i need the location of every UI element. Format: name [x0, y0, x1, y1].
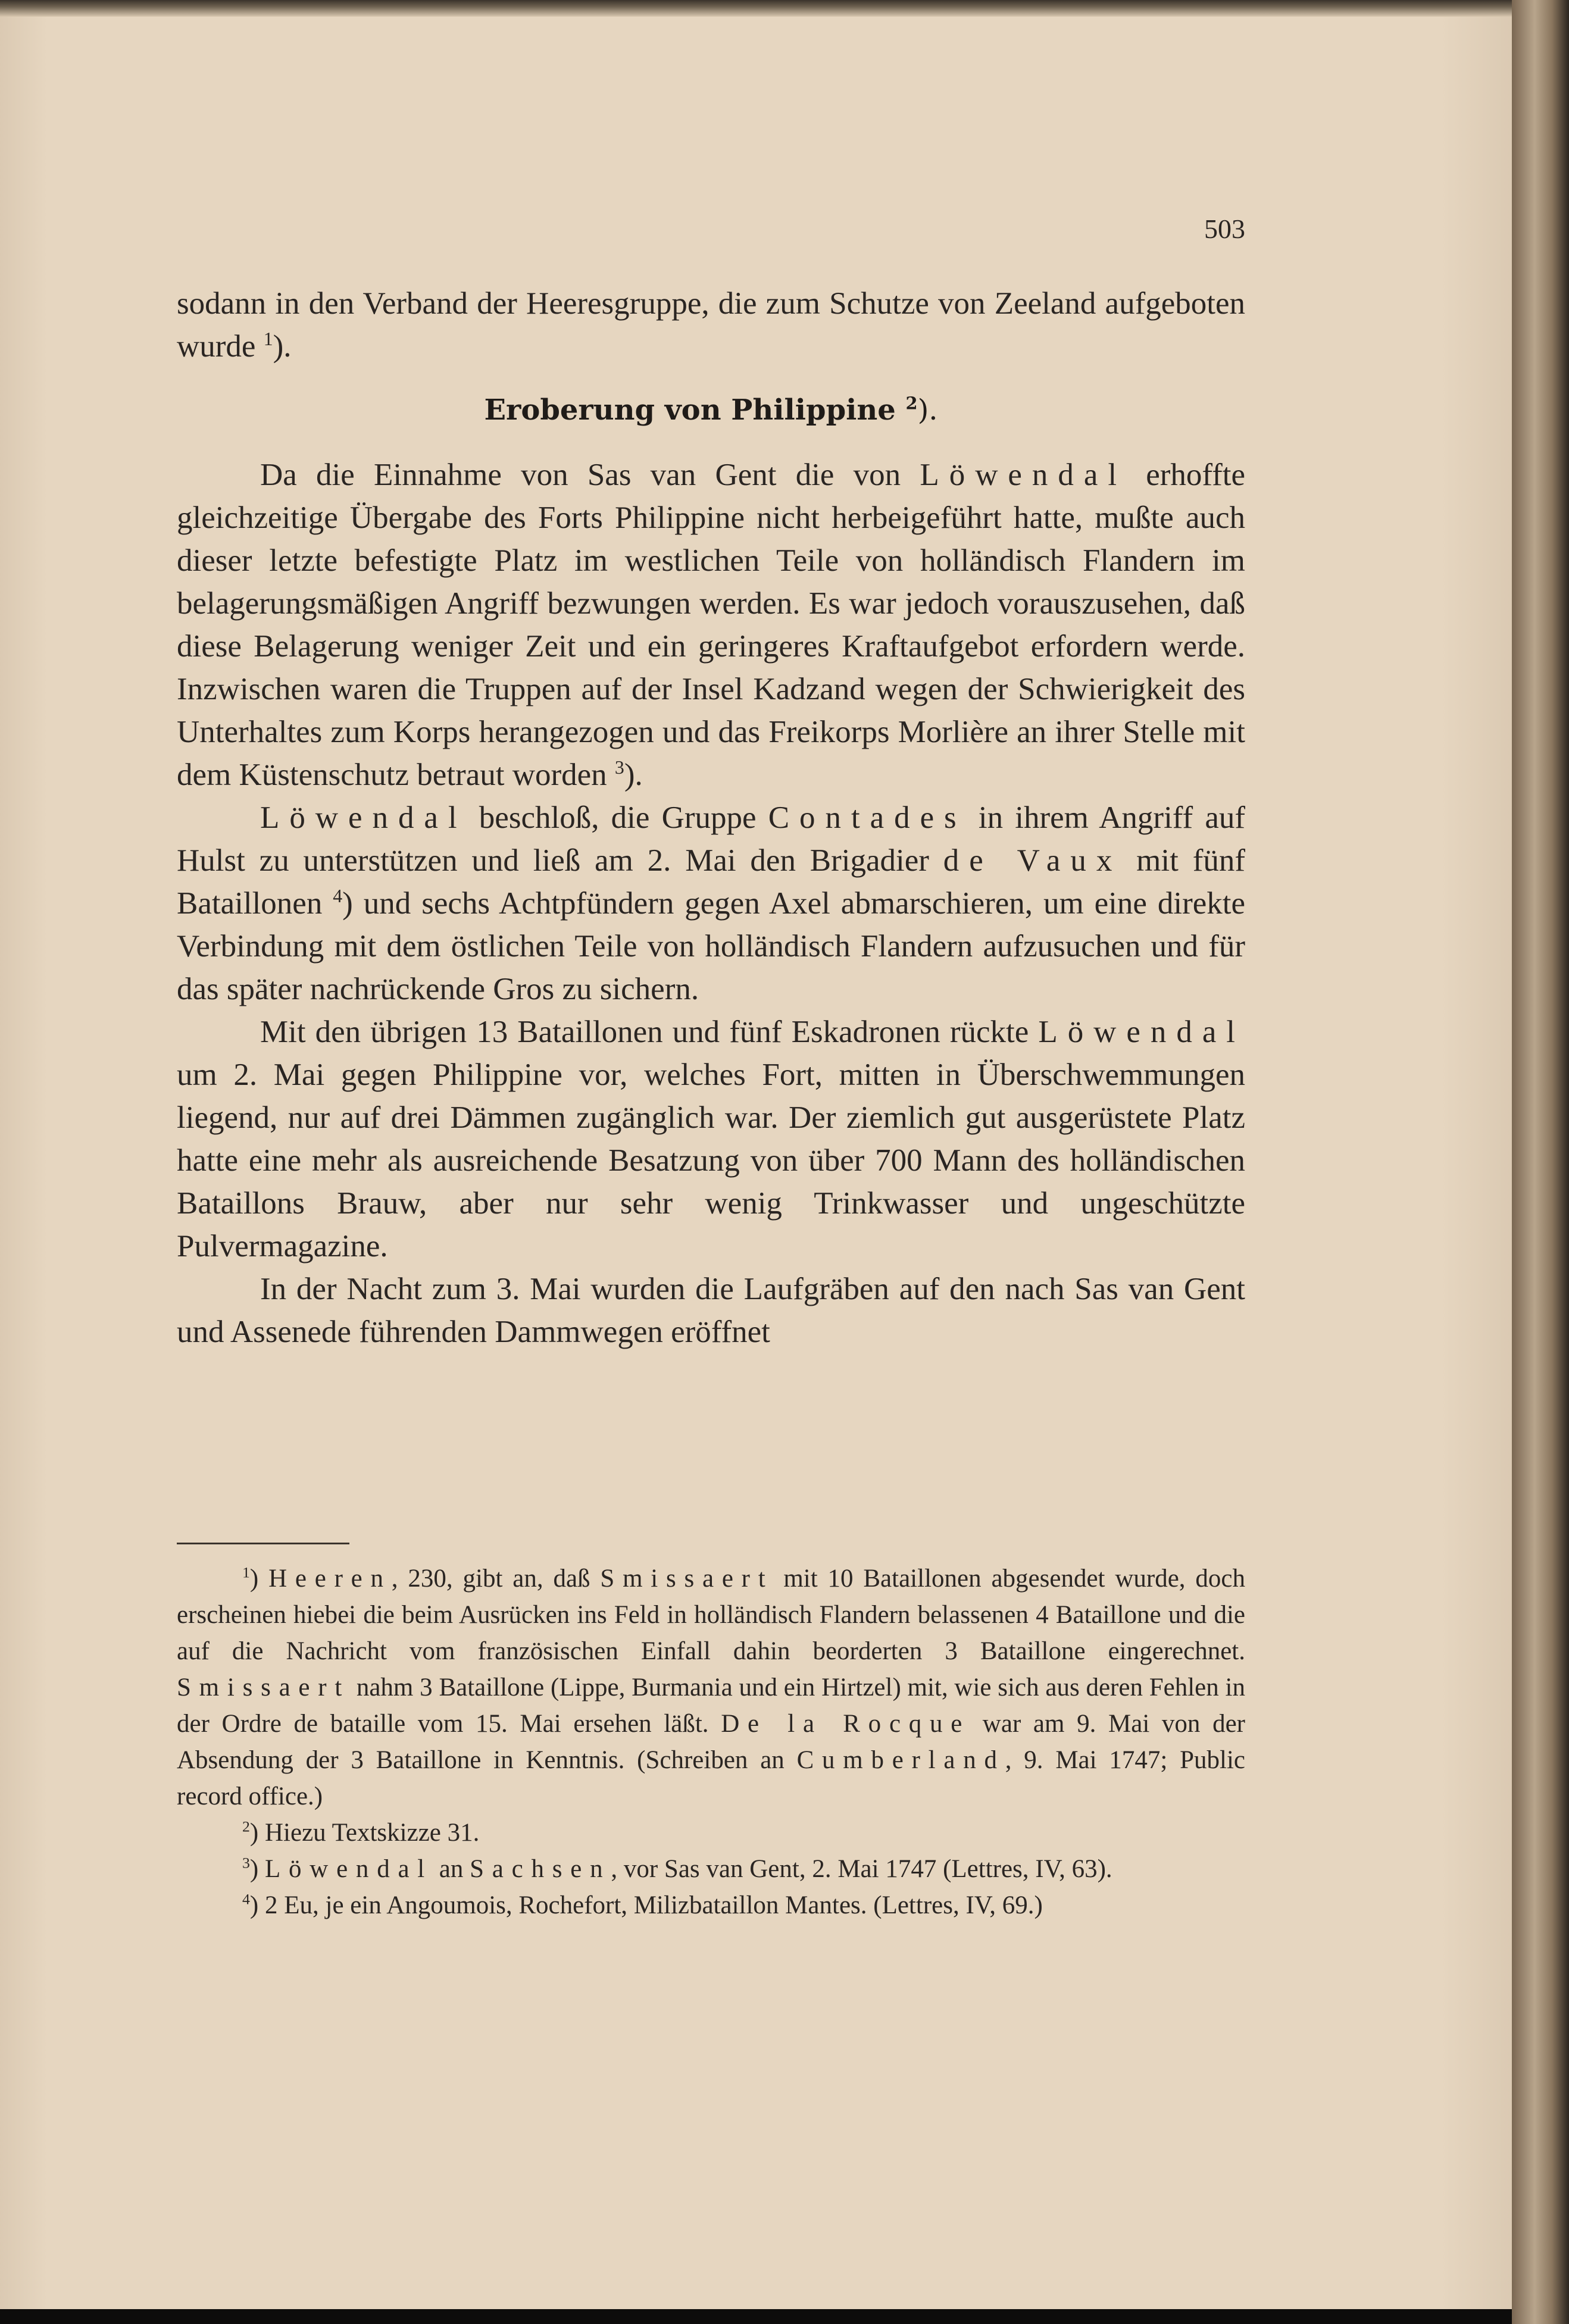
intro-paragraph — [177, 282, 1245, 368]
footnote-1-text-4: war am 9. Mai von der Absendung der 3 Bataillone in Kenntnis. (Schreiben an — [177, 1710, 1245, 1774]
footnote-mark-3: 3 — [242, 1854, 250, 1872]
footnote-ref-4: 4 — [333, 885, 343, 906]
name-contades: Contades — [768, 800, 967, 835]
footnote-1-text-2: mit 10 Bataillonen abgesendet wurde, doch erscheinen hiebei die beim Ausrücken ins Feld in holländisch Flandern belassenen 4 Bataillone und die auf die Nachricht vom französischen Einfall dahin beorderten 3 Bataillone eingerechnet. — [177, 1565, 1245, 1665]
section-heading — [177, 393, 1245, 427]
name-loewendal: Löwendal — [264, 1855, 433, 1883]
name-loewendal: Löwendal — [920, 458, 1127, 492]
paragraph-2 — [177, 796, 1245, 1011]
paragraph-3-text: Mit den übrigen 13 Bataillonen und fünf Eskadronen rückte — [260, 1015, 1039, 1049]
footnotes — [177, 1560, 1245, 1923]
footnote-3-text: an — [433, 1855, 470, 1883]
intro-text-end: ). — [273, 329, 292, 364]
footnote-4: $^4$) 2 Eu, je ein Angoumois, Rochefort, Milizbataillon Mantes. (Lettres, IV, 69.) — [242, 1890, 1043, 1919]
name-smissaert: Smissaert — [600, 1565, 774, 1593]
name-de-la-rocque: De la Rocque — [721, 1710, 971, 1738]
paragraph-1-text: Da die Einnahme von Sas van Gent die von — [260, 458, 920, 492]
footnote-ref-1: 1 — [263, 328, 273, 349]
name-sachsen: Sachsen — [470, 1855, 611, 1883]
heading-text: Eroberung von Philippine — [484, 393, 906, 427]
footnote-1-text: , 230, gibt an, daß — [391, 1565, 601, 1593]
paragraph-1 — [177, 453, 1245, 796]
footnote-1-text-3: nahm 3 Bataillone (Lippe, Burmania und ein Hirtzel) mit, wie sich aus deren Fehlen in der Ordre de bataille vom 15. Mai ersehen läßt. — [177, 1674, 1245, 1738]
footnote-3-text-2: , vor Sas van Gent, 2. Mai 1747 (Lettres, IV, 63). — [611, 1855, 1112, 1883]
footnote-3: $^3$) Löwendal an Sachsen, vor Sas van Gent, 2. Mai 1747 (Lettres, IV, 63). — [242, 1854, 1112, 1883]
footnote-separator — [177, 1543, 349, 1544]
name-heeren: Heeren — [268, 1565, 392, 1593]
footnote-mark-4: 4 — [242, 1890, 250, 1908]
footnote-ref-2: 2 — [905, 393, 918, 414]
name-loewendal: Löwendal — [1038, 1015, 1245, 1049]
paragraph-2-text-4: ) und sechs Achtpfündern gegen Axel abmarschieren, um eine direkte Verbindung mit dem östlichen Teile von holländisch Flandern aufzusuchen und für das später nachrückende Gros zu sichern. — [177, 886, 1245, 1006]
footnote-2: $^2$) Hiezu Textskizze 31. — [242, 1818, 480, 1847]
footnote-4-text: 2 Eu, je ein Angoumois, Rochefort, Milizbataillon Mantes. (Lettres, IV, 69.) — [258, 1891, 1043, 1919]
paragraph-4 — [177, 1268, 1245, 1353]
paragraph-3 — [177, 1011, 1245, 1268]
footnote-mark-1: 1 — [242, 1563, 250, 1581]
book-page-edge — [1512, 0, 1569, 2324]
name-loewendal: Löwendal — [260, 800, 467, 835]
footnote-ref-3: 3 — [614, 756, 624, 778]
name-cumberland: Cumberland — [796, 1746, 1005, 1774]
paragraph-1-text-2: erhoffte gleichzeitige Übergabe des Forts Philippine nicht herbeigeführt hatte, mußte auch dieser letzte befestigte Platz im westlichen Teile von holländisch Flandern im belagerungsmäßigen Angriff bezwungen werden. Es war jedoch vorauszusehen, daß diese Belagerung weniger Zeit und ein geringeres Kraftaufgebot erfordern werde. Inzwischen waren die Truppen auf der Insel Kadzand wegen der Schwierigkeit des Unterhaltes zum Korps herangezogen und das Freikorps Morlière an ihrer Stelle mit dem Küstenschutz betraut worden — [177, 458, 1246, 792]
name-smissaert: Smissaert — [177, 1674, 351, 1701]
page-number: 503 — [1204, 214, 1245, 244]
paragraph-2-text: beschloß, die Gruppe — [467, 800, 768, 835]
paragraph-3-text-2: um 2. Mai gegen Philippine vor, welches Fort, mitten in Überschwemmungen liegend, nur auf drei Dämmen zugänglich war. Der ziemlich gut ausgerüstete Platz hatte eine mehr als ausreichende Besatzung von über 700 Mann des holländischen Bataillons Brauw, aber nur sehr wenig Trinkwasser und ungeschützte Pulvermagazine. — [177, 1058, 1245, 1263]
footnote-2-text: Hiezu Textskizze 31. — [258, 1819, 480, 1847]
body-text — [177, 453, 1245, 1353]
paragraph-1-text-3: ). — [624, 758, 643, 792]
intro-text: sodann in den Verband der Heeresgruppe, die zum Schutze von Zeeland aufgeboten wurde — [177, 286, 1245, 364]
footnote-mark-2: 2 — [242, 1818, 250, 1835]
paragraph-2-text-3: mit fünf Bataillonen — [177, 843, 1245, 921]
heading-text-end: ). — [917, 393, 938, 427]
name-de-vaux: de Vaux — [943, 843, 1123, 878]
footnote-1: $^1$) Heeren, 230, gibt an, daß Smissaert mit 10 Bataillonen abgesendet wurde, doch erscheinen hiebei die beim Ausrücken ins Feld in holländisch Flandern belassenen 4 Bataillone und die auf die Nachricht vom französischen Einfall dahin beorderten 3 Bataillone eingerechnet. Smissaert nahm 3 Bataillone (Lippe, Burmania und ein Hirtzel) mit, wie sich aus deren Fehlen in der Ordre de bataille vom 15. Mai ersehen läßt. De la Rocque war am 9. Mai von der Absendung der 3 Bataillone in Kenntnis. (Schreiben an Cumberland, 9. Mai 1747; Public record office.) — [177, 1563, 1245, 1810]
paragraph-2-text-2: in ihrem Angriff auf Hulst zu unterstützen und ließ am 2. Mai den Brigadier — [177, 800, 1245, 878]
paragraph-4-text: In der Nacht zum 3. Mai wurden die Laufgräben auf den nach Sas van Gent und Assenede führenden Dammwegen eröffnet — [177, 1272, 1245, 1349]
page-top-border — [0, 0, 1512, 17]
footnote-1-text-5: , 9. Mai 1747; Public record office.) — [177, 1746, 1245, 1810]
